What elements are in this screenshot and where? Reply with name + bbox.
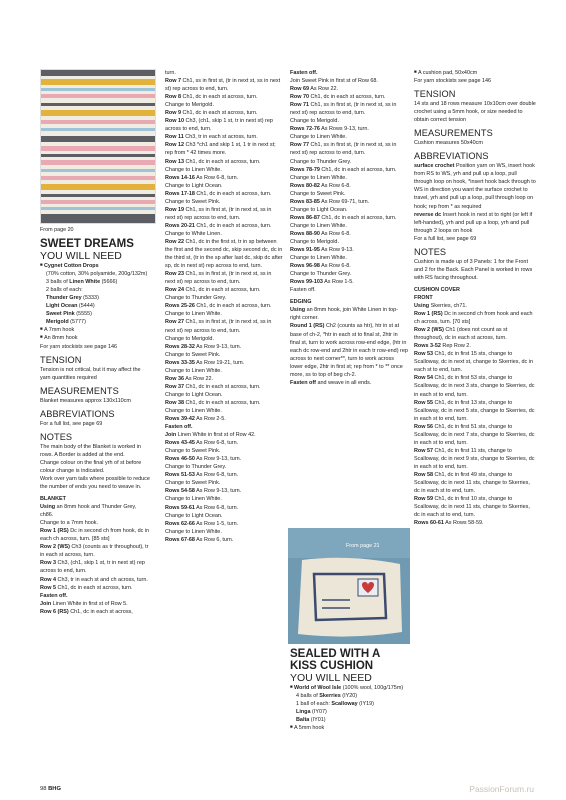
instruction: Row 4 Ch3, tr in each st and ch across, turn. <box>40 576 148 583</box>
instruction: Change to Linen White. <box>165 166 222 173</box>
section-heading: EDGING <box>290 299 312 306</box>
measurements-text: Blanket measures approx 130x110cm <box>40 397 131 404</box>
instruction: Rows 96-98 As Row 6-8. <box>290 263 351 270</box>
abbreviations-text: For a full list, see page 69 <box>414 235 477 242</box>
abbreviations-heading: ABBREVIATIONS <box>414 151 489 162</box>
tension-text: Tension is not critical, but it may affect the yarn quantities required <box>40 366 141 381</box>
tension-heading: TENSION <box>40 354 82 365</box>
instruction: Change to Merigold. <box>165 102 214 109</box>
instruction: Row 2 (WS) Ch1 (does not count as st throughout), dc in each st across, turn. <box>414 327 508 342</box>
notes-text: Change colour on the final yrh of st before colour change is indicated. <box>40 459 142 474</box>
instruction: Change to Light Ocean. <box>165 512 223 519</box>
instruction: Round 1 (RS) Ch2 (counts as htr), htr in st at base of ch-2, *htr in each st to final st, 2htr in final st, turn to work across row-end edge, (htr in each dc row-end and 2htr in each tr row-end) rep across to next corner**, turn to work across lower edge, 2htr in first st; rep from * to ** once more, ss to top of beg ch-2. <box>290 323 408 378</box>
photo-caption: From page 20 <box>40 227 74 233</box>
instruction: Row 53 Ch1, dc in first 15 sts, change to Scalloway, dc in next st, change to Skerries, dc in each st to end, turn. <box>414 351 533 374</box>
instruction: Rows 43-45 As Row 6-8, turn. <box>165 440 239 447</box>
section-heading: FRONT <box>414 294 433 301</box>
yarn-brand: ■ World of Wool Isle (100% wool, 100g/175m) <box>290 684 408 692</box>
instruction: Fasten off. <box>40 592 68 599</box>
notes-heading: NOTES <box>414 246 447 257</box>
instruction: Change to Linen White. <box>290 174 347 181</box>
stockists: For yarn stockists see page 146 <box>40 343 118 350</box>
instruction: Change to Light Ocean. <box>290 206 348 213</box>
instruction: Rows 59-61 As Row 6-8, turn. <box>165 504 239 511</box>
instruction: Change to Merigold. <box>290 118 339 125</box>
hook-item: ■ A 7mm hook <box>40 326 150 334</box>
instruction: Change to Thunder Grey. <box>165 295 227 302</box>
instruction: Row 55 Ch1, dc in first 13 sts, change to Scalloway, dc in next 5 sts, change to Skerries, dc in each st to end, turn. <box>414 399 535 422</box>
notes-heading: NOTES <box>40 431 73 442</box>
instruction: Row 56 Ch1, dc in first 51 sts, change to Scalloway, dc in next 7 sts, change to Skerries, dc in each st to end, turn. <box>414 423 535 446</box>
column-blanket-end <box>290 69 408 387</box>
notes-text: Cushion is made up of 3 Panels: 1 for the Front and 2 for the Back. Each Panel is worked in rows with RS facing throughout. <box>414 258 533 281</box>
instruction: Row 36 As Row 22. <box>165 375 214 382</box>
instruction: Rows 39-42 As Row 2-5. <box>165 416 226 423</box>
instruction: Row 38 Ch1, dc in each st across, turn. <box>165 399 261 406</box>
instruction: Row 10 Ch3, (ch1, skip 1 st, tr in next st) rep across to end, turn. <box>165 118 273 133</box>
instruction: Change to Light Ocean. <box>165 391 223 398</box>
instruction: Rows 62-66 As Row 1-5, turn. <box>165 520 239 527</box>
instruction: Change to Thunder Grey. <box>290 158 352 165</box>
yarn-colour: Balta (IY01) <box>296 717 326 724</box>
instruction: Row 23 Ch1, ss in first st, (tr in next st, ss in next st) rep across to end, turn. <box>165 271 272 286</box>
instruction: Row 69 As Row 22. <box>290 86 339 93</box>
instruction: Row 9 Ch1, dc in each st across, turn. <box>165 110 258 117</box>
instruction: Row 12 Ch3 *ch1 and skip 1 st, 1 tr in next st; rep from * 42 times more. <box>165 142 276 157</box>
instruction: Rows 46-50 As Row 9-13, turn. <box>165 456 242 463</box>
instruction: Change to Sweet Pink. <box>165 198 221 205</box>
blanket-photo <box>40 69 156 224</box>
section-heading: CUSHION COVER <box>414 286 460 293</box>
instruction: Row 1 (RS) Dc in second ch from hook, dc in each ch across, turn. [85 sts] <box>40 528 150 543</box>
instruction: Row 59 Ch1, dc in first 10 sts, change to Scalloway, dc in next 11 sts, change to Skerries, dc in each st to end, turn. <box>414 496 530 519</box>
yarn-colour: Thunder Grey (5333) <box>46 295 99 302</box>
instruction: Change to Linen White. <box>165 311 222 318</box>
instruction: Change to Sweet Pink. <box>165 448 221 455</box>
instruction: Row 6 (RS) Ch1, dc in each st across, <box>40 608 133 615</box>
instruction: Row 71 Ch1, ss in first st, (tr in next st, ss in next st) rep across to end, turn. <box>290 102 397 117</box>
instruction: Row 27 Ch1, ss in first st, (tr in next st, ss in next st) rep across to end, turn. <box>165 319 272 334</box>
you-will-need-heading: YOU WILL NEED <box>290 672 372 684</box>
instruction: Join Linen White in first st of Row 5. <box>40 600 128 607</box>
instruction: Change to Linen White. <box>165 496 222 503</box>
tension-heading: TENSION <box>414 89 456 100</box>
abbreviation-entry: reverse dc Insert hook in next st to right (or left if left-handed), yrh and pull up a loop, yrh and pull through 2 loops on hook <box>414 211 533 234</box>
instruction: Row 8 Ch1, dc in each st across, turn. <box>165 94 258 101</box>
pattern-title: SWEET DREAMS <box>40 238 134 251</box>
instruction: Rows 60-61 As Rows 58-59. <box>414 520 484 527</box>
instruction: Change to Merigold. <box>165 335 214 342</box>
instruction: Row 13 Ch1, dc in each st across, turn. <box>165 158 261 165</box>
instruction: Join Sweet Pink in first st of Row 68. <box>290 78 378 85</box>
instruction: Rows 67-68 As Row 6, turn. <box>165 536 234 543</box>
instruction: Rows 91-95 As Row 9-13. <box>290 247 354 254</box>
instruction: Rows 33-35 As Row 19-21, turn. <box>165 359 245 366</box>
notes-text: The main body of the Blanket is worked in rows. A Border is added at the end. <box>40 443 141 458</box>
instruction: Row 37 Ch1, dc in each st across, turn. <box>165 383 261 390</box>
cushion-caption <box>346 542 464 550</box>
instruction: Rows 78-79 Ch1, dc in each st across, turn. <box>290 166 397 173</box>
instruction: Change to White Linen. <box>165 230 222 237</box>
instruction: Rows 3-52 Rep Row 2. <box>414 343 471 350</box>
instruction: Fasten off. <box>290 70 318 76</box>
magazine-name: BHG <box>48 786 61 792</box>
instruction: Row 57 Ch1, dc in first 11 sts, change to Scalloway, dc in next 9 sts, change to Skerries, dc in each st to end, turn. <box>414 447 535 470</box>
page-number: 98 <box>40 786 47 792</box>
instruction: Row 11 Ch3, tr in each st across, turn. <box>165 134 258 141</box>
instruction: Row 2 (WS) Ch3 (counts as tr throughout), tr in each st across, turn. <box>40 544 149 559</box>
yarn-colour: Sweet Pink (5555) <box>46 311 92 318</box>
instruction: Using an 8mm hook and Thunder Grey, ch86. <box>40 504 137 519</box>
instruction: Rows 86-87 Ch1, dc in each st across, turn. <box>290 214 397 221</box>
blanket-stripes-image <box>41 70 155 223</box>
pattern-title: SEALED WITH A <box>290 648 381 660</box>
instruction: Change to Merigold. <box>290 238 339 245</box>
instruction: Rows 88-90 As Row 6-8. <box>290 230 351 237</box>
abbreviations-text: For a full list, see page 69 <box>40 420 103 427</box>
instruction: Rows 20-21 Ch1, dc in each st across, turn. <box>165 222 272 229</box>
you-will-need-heading: YOU WILL NEED <box>40 250 122 263</box>
instruction: Using an 8mm hook, join White Linen in top-right corner. <box>290 307 398 322</box>
column-blanket-rows <box>165 69 283 544</box>
column-cushion-intro <box>290 648 408 732</box>
hook-item: ■ A 5mm hook <box>290 724 408 732</box>
yarn-info: (70% cotton, 30% polyamide, 200g/132m) <box>46 271 148 278</box>
instruction: Change to Linen White. <box>290 134 347 141</box>
yarn-colour: 1 ball of each: Scalloway (IY19) <box>296 701 374 708</box>
column-cushion-pattern <box>414 69 536 527</box>
instruction: Row 3 Ch3, (ch1, skip 1 st, tr in next st) rep across to end, turn. <box>40 560 145 575</box>
instruction: Row 22 Ch1, dc in the first st, tr in sp between the first and the second dc, skip second dc, dc in the third st, (tr in the sp after last dc, skip dc after sp, dc in next st) rep across to end, turn. <box>165 238 283 270</box>
measurements-heading: MEASUREMENTS <box>414 128 493 139</box>
instruction: Change to Linen White. <box>165 367 222 374</box>
instruction: Change to Thunder Grey. <box>165 464 227 471</box>
photo-caption: From page 21 <box>346 543 380 549</box>
instruction: Change to Linen White. <box>165 528 222 535</box>
pattern-title: KISS CUSHION <box>290 660 374 672</box>
instruction: Change to Sweet Pink. <box>165 480 221 487</box>
yarn-colour: 4 balls of Skerries (IY20) <box>296 693 358 700</box>
instruction: Rows 80-82 As Row 6-8. <box>290 182 351 189</box>
instruction: Rows 14-16 As Row 6-8, turn. <box>165 174 239 181</box>
instruction: Rows 83-85 As Row 69-71, turn. <box>290 198 370 205</box>
instruction: Join Linen White in first st of Row 42. <box>165 432 256 439</box>
instruction: Row 54 Ch1, dc in first 53 sts, change to Scalloway, dc in next 3 sts, change to Skerries, dc in each st to end, turn. <box>414 375 535 398</box>
instruction: Rows 54-58 As Row 9-13, turn. <box>165 488 242 495</box>
instruction: Change to Linen White. <box>290 255 347 262</box>
instruction: Row 58 Ch1, dc in first 49 sts, change to Scalloway, dc in next 11 sts, change to Skerries, dc in each st to end, turn. <box>414 471 530 495</box>
section-heading: BLANKET <box>40 496 66 503</box>
instruction: Change to Thunder Grey. <box>290 271 352 278</box>
notes-text: Work over yarn tails where possible to reduce the number of ends you need to weave in. <box>40 475 150 490</box>
yarn-line: 2 balls of each: <box>46 287 83 294</box>
instruction: Row 7 Ch1, ss in first st, (tr in next st, ss in next st) rep across to end, turn. <box>165 78 281 93</box>
column-sweet-dreams <box>40 226 150 616</box>
instruction: Change to a 7mm hook. <box>40 520 99 527</box>
yarn-colour: Light Ocean (5444) <box>46 303 95 310</box>
measurements-heading: MEASUREMENTS <box>40 385 119 396</box>
instruction: Rows 28-32 As Row 9-13, turn. <box>165 343 242 350</box>
instruction: Rows 99-103 As Row 1-5. <box>290 279 354 286</box>
stockists: For yarn stockists see page 146 <box>414 78 492 85</box>
instruction: Change to Light Ocean. <box>165 182 223 189</box>
instruction: Fasten off and weave in all ends. <box>290 379 372 386</box>
measurements-text: Cushion measures 50x40cm <box>414 140 483 147</box>
instruction: Row 1 (RS) Dc in second ch from hook and each ch across, turn. [70 sts] <box>414 311 533 326</box>
yarn-colour: Merigold (5777) <box>46 319 86 326</box>
instruction: turn. <box>165 70 176 76</box>
instruction: Fasten off. <box>165 424 193 431</box>
cushion-pad-item: ■ A cushion pad, 50x40cm <box>414 69 536 77</box>
instruction: Change to Linen White. <box>290 222 347 229</box>
abbreviation-entry: surface crochet Position yarn on WS, insert hook from RS to WS, yrh and pull up a loop, pull through loop on hook, *insert hook back through to WS in direction you want the surface crochet to travel, yrh and pull up a loop, pull through loop on hook; rep from * as required <box>414 163 536 210</box>
instruction: Using Skerries, ch71. <box>414 302 467 309</box>
watermark: PassionForum.ru <box>469 784 534 794</box>
instruction: Rows 17-18 Ch1, dc in each st across, turn. <box>165 190 272 197</box>
hook-item: ■ An 8mm hook <box>40 334 150 342</box>
instruction: Row 70 Ch1, dc in each st across, turn. <box>290 94 386 101</box>
instruction: Row 19 Ch1, ss in first st, (tr in next st, ss in next st) rep across to end, turn. <box>165 206 272 221</box>
yarn-line: 3 balls of Linen White (5666) <box>46 279 118 286</box>
instruction: Row 77 Ch1, ss in first st, (tr in next st, ss in next st) rep across to end, turn. <box>290 142 397 157</box>
instruction: Fasten off. <box>290 287 316 294</box>
instruction: Rows 51-53 As Row 6-8, turn. <box>165 472 239 479</box>
instruction: Change to Sweet Pink. <box>290 190 346 197</box>
yarn-brand: ■ Cygnet Cotton Drops <box>40 262 150 270</box>
page-footer <box>40 786 61 792</box>
instruction: Rows 25-26 Ch1, dc in each st across, turn. <box>165 303 272 310</box>
instruction: Change to Linen White. <box>165 407 222 414</box>
tension-text: 14 sts and 18 rows measure 10x10cm over double crochet using a 5mm hook, or size needed to obtain correct tension <box>414 101 536 124</box>
yarn-colour: Linga (IY07) <box>296 709 327 716</box>
instruction: Row 5 Ch1, dc in each st across, turn. <box>40 584 133 591</box>
instruction: Row 24 Ch1, dc in each st across, turn. <box>165 287 261 294</box>
instruction: Rows 72-76 As Rows 9-13, turn. <box>290 126 369 133</box>
abbreviations-heading: ABBREVIATIONS <box>40 408 115 419</box>
instruction: Change to Sweet Pink. <box>165 351 221 358</box>
